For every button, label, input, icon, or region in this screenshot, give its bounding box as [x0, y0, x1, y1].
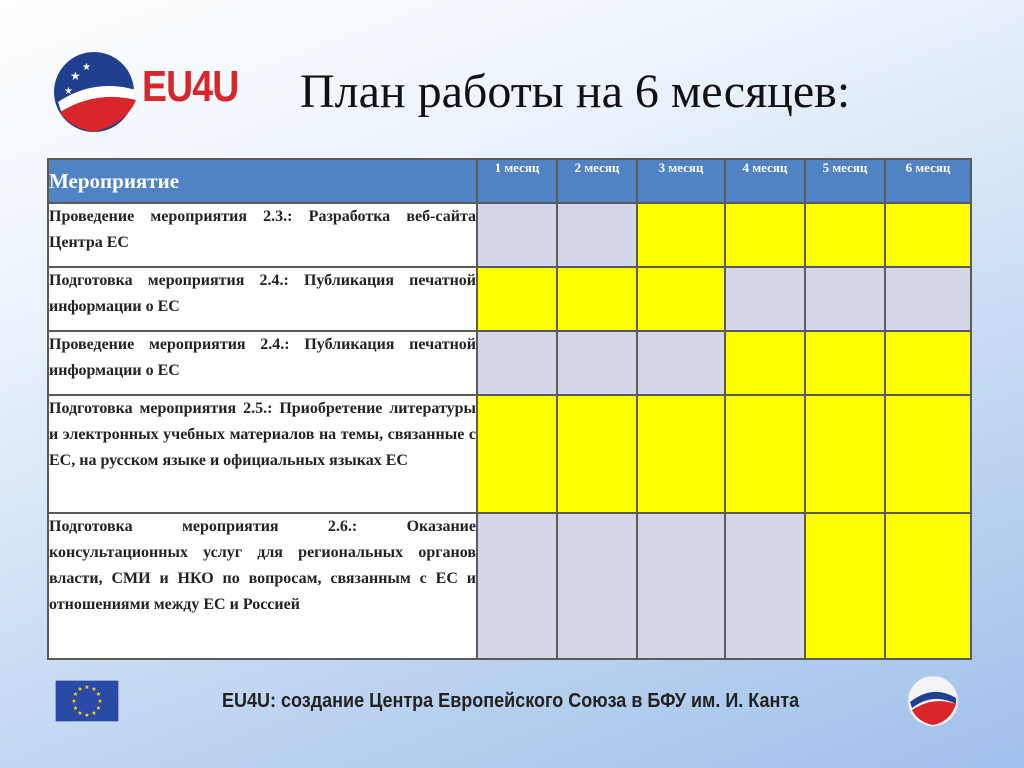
- month-cell: [725, 395, 805, 513]
- eu-flag-icon: [55, 680, 119, 722]
- month-cell: [805, 267, 885, 331]
- eu4u-logo-icon: [52, 50, 142, 140]
- month-cell: [557, 395, 637, 513]
- event-text: Проведение мероприятия 2.4.: Публикация печатной информации о ЕС: [48, 331, 477, 395]
- month-header-4: 4 месяц: [725, 159, 805, 203]
- event-text: Подготовка мероприятия 2.4.: Публикация печатной информации о ЕС: [48, 267, 477, 331]
- month-cell: [477, 513, 557, 659]
- month-cell: [477, 395, 557, 513]
- work-plan-table: [47, 158, 972, 660]
- month-cell: [805, 395, 885, 513]
- svg-text:★: ★: [77, 710, 83, 717]
- svg-text:★: ★: [97, 698, 103, 705]
- month-cell: [557, 267, 637, 331]
- month-cell: [557, 513, 637, 659]
- month-cell: [885, 203, 971, 267]
- month-cell: [637, 331, 725, 395]
- table-row: [48, 331, 971, 395]
- svg-text:★: ★: [71, 698, 77, 705]
- month-cell: [637, 513, 725, 659]
- event-text: Подготовка мероприятия 2.5.: Приобретение литературы и электронных учебных материалов на темы, связанные с ЕС, на русском языке и официальных языках ЕС: [48, 395, 477, 513]
- svg-text:★: ★: [91, 710, 97, 717]
- month-cell: [805, 331, 885, 395]
- svg-text:★: ★: [77, 686, 83, 693]
- eu4u-swoosh-icon: [906, 674, 960, 728]
- month-cell: [725, 203, 805, 267]
- svg-text:★: ★: [70, 69, 81, 83]
- month-cell: [637, 267, 725, 331]
- svg-text:★: ★: [95, 705, 102, 712]
- month-cell: [637, 203, 725, 267]
- svg-text:★: ★: [95, 691, 102, 698]
- table-row: [48, 513, 971, 659]
- event-text: Проведение мероприятия 2.3.: Разработка веб-сайта Центра ЕС: [48, 203, 477, 267]
- month-cell: [725, 513, 805, 659]
- month-cell: [725, 267, 805, 331]
- svg-text:★: ★: [84, 684, 90, 691]
- month-cell: [885, 395, 971, 513]
- svg-text:★: ★: [91, 686, 97, 693]
- table-row: [48, 267, 971, 331]
- month-cell: [885, 513, 971, 659]
- svg-text:★: ★: [72, 705, 79, 712]
- month-cell: [885, 331, 971, 395]
- event-column-header: Мероприятие: [48, 159, 477, 203]
- table-header-row: [48, 159, 971, 203]
- month-header-3: 3 месяц: [637, 159, 725, 203]
- month-cell: [477, 331, 557, 395]
- logo-text: EU4U: [142, 62, 239, 111]
- month-cell: [725, 331, 805, 395]
- month-cell: [557, 203, 637, 267]
- table-row: [48, 395, 971, 513]
- month-cell: [637, 395, 725, 513]
- event-text: Подготовка мероприятия 2.6.: Оказание консультационных услуг для региональных органов власти, СМИ и НКО по вопросам, связанным с ЕС и отношениями между ЕС и Россией: [48, 513, 477, 659]
- footer-text: EU4U: создание Центра Европейского Союза в БФУ им. И. Канта: [222, 690, 800, 712]
- svg-text:★: ★: [82, 62, 91, 73]
- svg-text:★: ★: [64, 86, 73, 97]
- month-cell: [477, 267, 557, 331]
- month-cell: [885, 267, 971, 331]
- month-cell: [805, 203, 885, 267]
- month-header-1: 1 месяц: [477, 159, 557, 203]
- month-header-5: 5 месяц: [805, 159, 885, 203]
- svg-text:★: ★: [72, 691, 79, 698]
- month-header-2: 2 месяц: [557, 159, 637, 203]
- svg-text:★: ★: [84, 712, 90, 719]
- month-cell: [477, 203, 557, 267]
- month-cell: [557, 331, 637, 395]
- table-row: [48, 203, 971, 267]
- eu4u-logo: [52, 50, 252, 140]
- month-cell: [805, 513, 885, 659]
- month-header-6: 6 месяц: [885, 159, 971, 203]
- page-title: План работы на 6 месяцев:: [300, 65, 851, 118]
